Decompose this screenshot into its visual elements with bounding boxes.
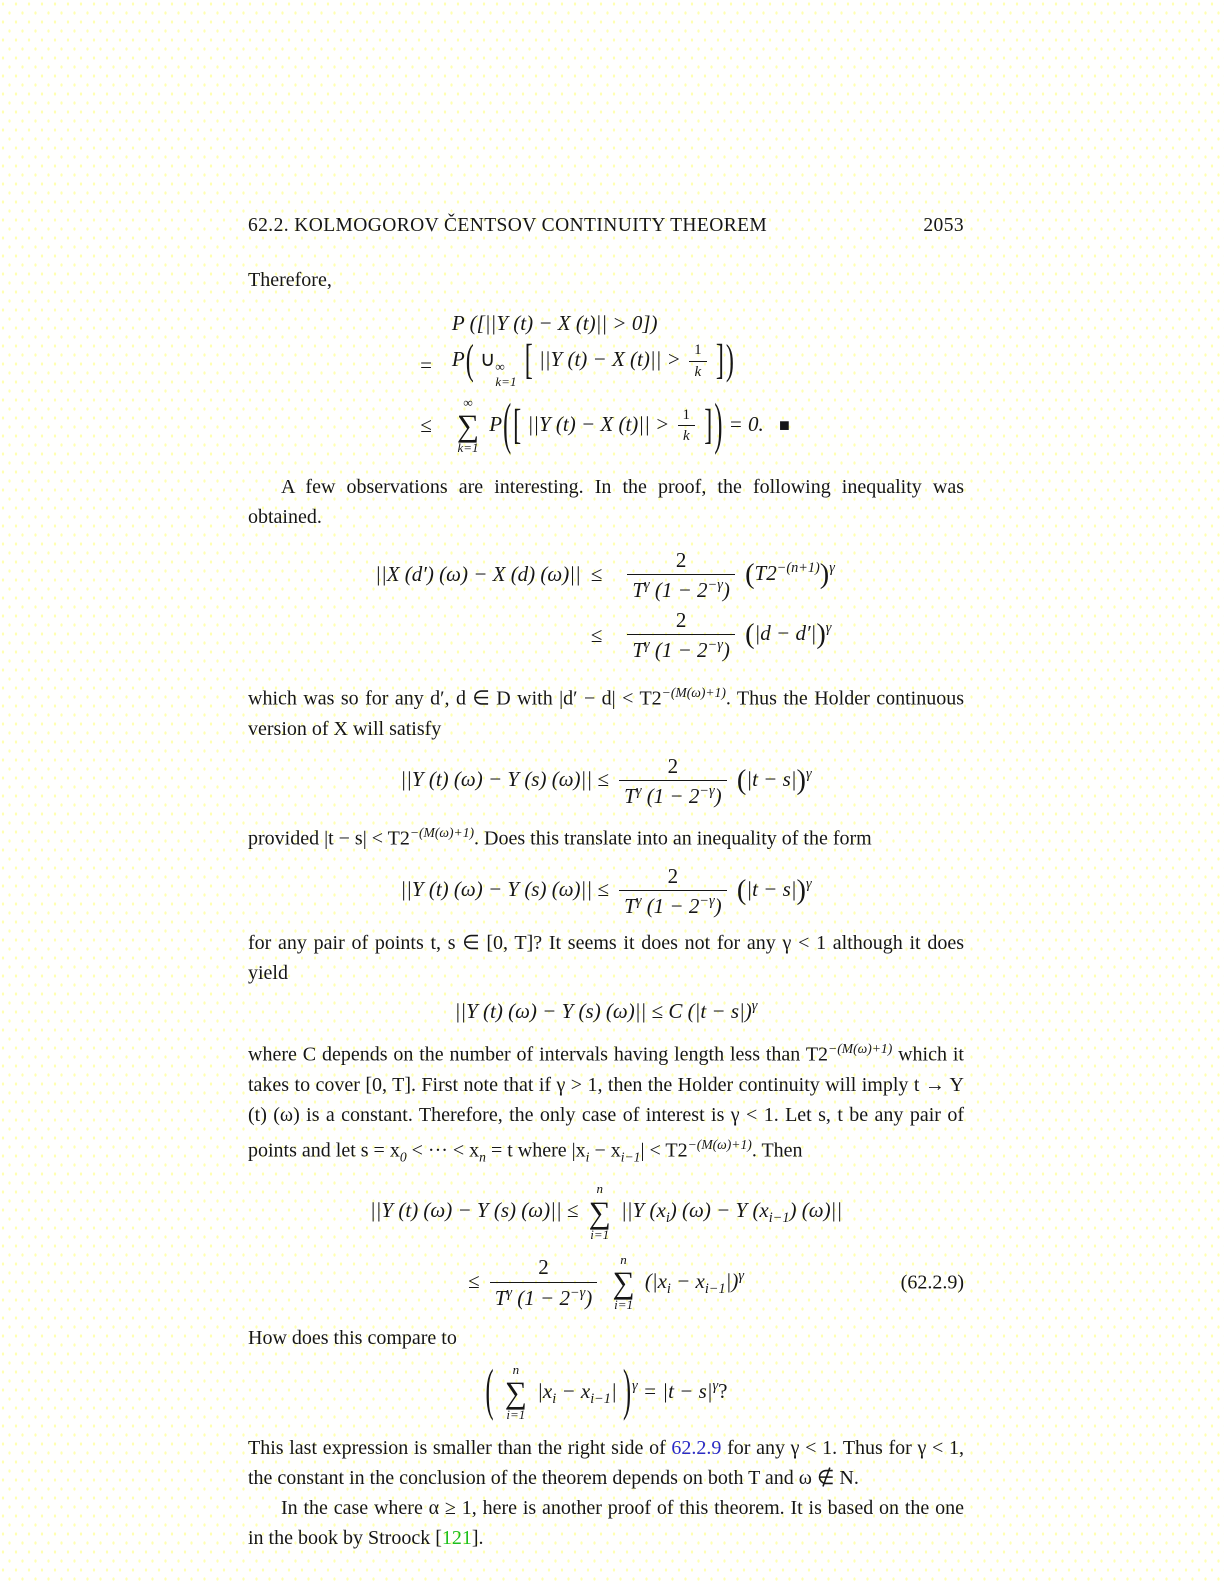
- math-sup: γ: [506, 1284, 513, 1301]
- math-run: ||Y (t) − X (t)|| >: [539, 346, 687, 371]
- frac-num: 2: [675, 608, 687, 632]
- math-sup: γ: [738, 1267, 745, 1284]
- equation-holder-question: [248, 864, 964, 918]
- math-sup: −(n+1): [776, 559, 820, 576]
- math-run: ||Y (t) (ω) − Y (s) (ω)|| ≤ C (|t − s|): [454, 999, 752, 1024]
- math-sub: i: [585, 1149, 590, 1165]
- frac-den: k: [689, 361, 707, 381]
- math-run: P: [489, 411, 503, 436]
- eq-line: [450, 392, 792, 457]
- frac-num: 1: [694, 342, 702, 358]
- eq-relation: =: [420, 353, 432, 378]
- math-sup: −(M(ω)+1): [687, 1136, 752, 1152]
- math-sup: γ: [635, 893, 642, 910]
- left-paren: (: [485, 1359, 494, 1423]
- math-sub: i−1: [704, 1280, 726, 1297]
- math-run: (|x: [644, 1268, 667, 1293]
- sum-glyph: ∑: [612, 1264, 635, 1300]
- math-run: ): [714, 894, 722, 919]
- right-paren: ): [714, 392, 723, 457]
- equation-62-2-9: [248, 1253, 964, 1313]
- math-sup: −γ: [569, 1284, 586, 1301]
- paragraph-provided: [248, 818, 964, 854]
- math-sup: −(M(ω)+1): [661, 685, 726, 701]
- math-run: ): [714, 784, 722, 809]
- math-run: P: [451, 346, 465, 371]
- math-sup: −γ: [699, 893, 715, 910]
- frac-num: 2: [538, 1255, 549, 1280]
- left-paren: (: [745, 618, 755, 650]
- math-run: (1 − 2: [649, 577, 708, 602]
- math-sup: γ: [825, 619, 832, 636]
- math-run: T: [632, 638, 645, 663]
- paragraph-how-compare: How does this compare to: [248, 1326, 457, 1349]
- math-run: (1 − 2: [641, 894, 700, 919]
- frac-den: [490, 1282, 597, 1310]
- frac-num: 2: [667, 863, 679, 888]
- math-run: ?: [718, 1378, 728, 1403]
- paragraph-which-was-so: [248, 678, 964, 744]
- fraction: [619, 754, 726, 808]
- math-run: − x: [670, 1268, 705, 1293]
- sum-lower-limit: i=1: [614, 1297, 633, 1313]
- math-run: |: [610, 1378, 617, 1403]
- eq-relation: ≤: [590, 622, 603, 647]
- text-run: which was so for any d′, d ∈ D with |d′ − d| < T2: [248, 687, 662, 710]
- eq-line: [620, 548, 836, 602]
- frac-num: 2: [675, 547, 687, 572]
- text-run: = t where |x: [485, 1139, 586, 1162]
- sum-upper-limit: n: [620, 1251, 627, 1267]
- math-run: |t − s|: [746, 876, 797, 901]
- frac-num: 2: [667, 753, 679, 778]
- paragraph-second-proof: [248, 1493, 964, 1553]
- page-number: 2053: [923, 215, 964, 236]
- math-sup: γ: [644, 637, 650, 654]
- left-paren: (: [736, 764, 747, 796]
- fraction: [490, 1255, 597, 1309]
- math-run: |t − s|: [746, 766, 797, 791]
- left-bracket: [: [513, 401, 522, 449]
- math-sup: γ: [712, 1377, 719, 1394]
- math-sup: γ: [632, 1377, 638, 1394]
- eq-relation: ≤: [420, 413, 432, 438]
- text-run: − x: [589, 1139, 621, 1162]
- math-run: |): [725, 1268, 739, 1293]
- left-paren: (: [745, 558, 755, 590]
- sum-upper-limit: n: [596, 1181, 603, 1197]
- fraction: [627, 608, 734, 662]
- math-sub: n: [479, 1149, 486, 1165]
- math-run: ||Y (t) (ω) − Y (s) (ω)|| ≤: [400, 766, 615, 791]
- text-run: | < T2: [640, 1139, 688, 1162]
- right-bracket: ]: [704, 401, 713, 449]
- math-run: T: [624, 894, 636, 919]
- eqref-link[interactable]: 62.2.9: [671, 1436, 722, 1459]
- math-run: ): [722, 577, 730, 602]
- sum-lower-limit: i=1: [506, 1407, 526, 1423]
- right-paren: ): [819, 558, 830, 590]
- text-run: This last expression is smaller than the right side of: [248, 1436, 672, 1459]
- math-run: − x: [556, 1378, 591, 1403]
- math-run: ): [722, 638, 730, 663]
- frac-num: 1: [682, 406, 691, 423]
- paragraph-therefore: Therefore,: [248, 269, 332, 291]
- right-paren: ): [725, 336, 734, 384]
- frac-den: [627, 574, 734, 602]
- math-run: |x: [537, 1378, 553, 1403]
- math-run: (1 − 2: [641, 784, 700, 809]
- right-paren: ): [816, 618, 826, 650]
- union-limits: [495, 360, 516, 390]
- math-run: ||Y (t) − X (t)|| >: [527, 411, 675, 436]
- math-sup: γ: [806, 765, 812, 782]
- left-paren: (: [503, 392, 512, 457]
- math-sup: −γ: [707, 637, 723, 654]
- text-run: which it takes to cover [0, T]. First note that if γ > 1, then the Holder continuity will imply t → Y (t) (ω) is a constant. Therefore, the only case of interest is γ < 1. Let s, t be any pair of points and let s = x: [248, 1043, 964, 1162]
- equation-increment-bound: [248, 542, 964, 669]
- math-run: T: [632, 577, 645, 602]
- qed-square: ■: [779, 414, 790, 435]
- eq-line: [620, 608, 836, 662]
- equation-holder-estimate: [248, 754, 964, 808]
- math-run: ||Y (t) (ω) − Y (s) (ω)|| ≤: [369, 1198, 584, 1223]
- text-run: In the case where α ≥ 1, here is another proof of this theorem. It is based on the one in the book by Stroock [: [248, 1496, 964, 1549]
- sum-lower-limit: k=1: [457, 440, 479, 456]
- section-title: 62.2. KOLMOGOROV ČENTSOV CONTINUITY THEOREM: [248, 215, 768, 236]
- eq-line: P ([||Y (t) − X (t)|| > 0]): [451, 311, 658, 335]
- sum-operator: [589, 1182, 611, 1242]
- eq-line: [450, 336, 792, 390]
- math-run: T: [494, 1285, 507, 1310]
- frac-den: [619, 780, 726, 808]
- right-bracket: ]: [715, 336, 724, 384]
- right-paren: ): [796, 764, 806, 796]
- page-header: [248, 215, 964, 237]
- text-run: for any γ < 1. Thus for γ < 1, the constant in the conclusion of the theorem depends on both T and ω ∉ N.: [248, 1436, 964, 1489]
- math-run: = 0.: [728, 411, 764, 436]
- math-sup: −γ: [707, 576, 723, 593]
- sum-glyph: ∑: [588, 1194, 611, 1230]
- frac-den: [627, 634, 734, 662]
- math-run: = |t − s|: [642, 1378, 713, 1403]
- math-sup: γ: [829, 559, 835, 576]
- equation-sum-power: [248, 1359, 964, 1423]
- right-paren: ): [796, 874, 806, 906]
- math-sub: i−1: [768, 1210, 790, 1227]
- fraction: [689, 342, 707, 380]
- eq-lhs: [375, 608, 591, 662]
- math-sup: −(M(ω)+1): [409, 825, 475, 841]
- math-sub: k=1: [495, 373, 517, 389]
- equation-number: (62.2.9): [900, 1271, 964, 1294]
- text-run: where C depends on the number of intervals having length less than T2: [248, 1043, 829, 1066]
- math-sup: ∞: [495, 358, 505, 374]
- frac-den: k: [678, 425, 696, 445]
- equation-proof-chain: [248, 305, 964, 462]
- math-run: ) (ω) − Y (x: [669, 1198, 769, 1223]
- eq-lhs: ||X (d′) (ω) − X (d) (ω)||: [375, 562, 581, 587]
- sum-operator: [457, 396, 479, 456]
- math-sub: i−1: [590, 1390, 611, 1407]
- frac-den: [619, 890, 726, 918]
- fraction: [619, 864, 726, 918]
- math-run: ) (ω)||: [789, 1198, 843, 1223]
- math-run: ): [585, 1285, 593, 1310]
- eq-relation: [420, 311, 450, 336]
- math-sup: γ: [751, 998, 758, 1015]
- math-sub: i−1: [620, 1149, 641, 1165]
- equation-c-bound: [248, 998, 964, 1024]
- math-sup: −γ: [699, 783, 715, 800]
- math-sub: i: [666, 1280, 671, 1297]
- paragraph-where-c: [248, 1034, 964, 1172]
- math-sub: 0: [399, 1149, 407, 1165]
- left-paren: (: [465, 336, 474, 384]
- sum-lower-limit: i=1: [590, 1227, 610, 1243]
- text-run: ].: [471, 1526, 484, 1549]
- citation-link[interactable]: 121: [441, 1526, 472, 1549]
- text-run: . Thus the Holder continuous version of X will satisfy: [248, 687, 964, 740]
- math-sup: γ: [806, 875, 812, 892]
- paragraph-conclusion: [248, 1433, 964, 1493]
- paragraph-for-any-pair: for any pair of points t, s ∈ [0, T]? It seems it does not for any γ < 1 although it does yield: [248, 932, 964, 985]
- text-run: . Then: [751, 1139, 803, 1162]
- math-run: (1 − 2: [512, 1285, 570, 1310]
- math-sub: i: [552, 1390, 557, 1407]
- math-run: T2: [754, 560, 777, 585]
- equation-triangle-sum: [248, 1182, 964, 1242]
- math-sup: γ: [635, 783, 642, 800]
- math-run: T: [624, 784, 636, 809]
- fraction: [678, 407, 696, 445]
- right-paren: ): [622, 1359, 632, 1423]
- sum-glyph: ∑: [504, 1374, 527, 1410]
- left-bracket: [: [524, 336, 533, 384]
- math-sup: γ: [644, 576, 650, 593]
- page-content: [248, 215, 964, 1553]
- math-run: (1 − 2: [649, 638, 708, 663]
- eq-relation: ≤: [590, 562, 603, 587]
- math-run: |d − d′|: [754, 620, 817, 645]
- union-operator: ∪: [480, 346, 496, 371]
- sum-glyph: ∑: [456, 407, 480, 443]
- math-run: ||Y (x: [621, 1198, 666, 1223]
- math-run: ||Y (t) (ω) − Y (s) (ω)|| ≤: [400, 876, 615, 901]
- sum-operator: [505, 1363, 527, 1423]
- sum-operator: [612, 1253, 634, 1313]
- sum-upper-limit: n: [512, 1361, 520, 1377]
- math-run: ≤: [467, 1268, 485, 1293]
- fraction: [627, 548, 734, 602]
- paragraph-observations: A few observations are interesting. In the proof, the following inequality was obtained.: [248, 475, 964, 528]
- math-sub: i: [665, 1210, 670, 1227]
- text-run: provided |t − s| < T2: [248, 827, 410, 850]
- sum-upper-limit: ∞: [463, 394, 473, 410]
- math-sup: −(M(ω)+1): [828, 1041, 893, 1057]
- text-run: . Does this translate into an inequality of the form: [474, 827, 872, 850]
- text-run: < ··· < x: [406, 1139, 480, 1162]
- left-paren: (: [736, 874, 747, 906]
